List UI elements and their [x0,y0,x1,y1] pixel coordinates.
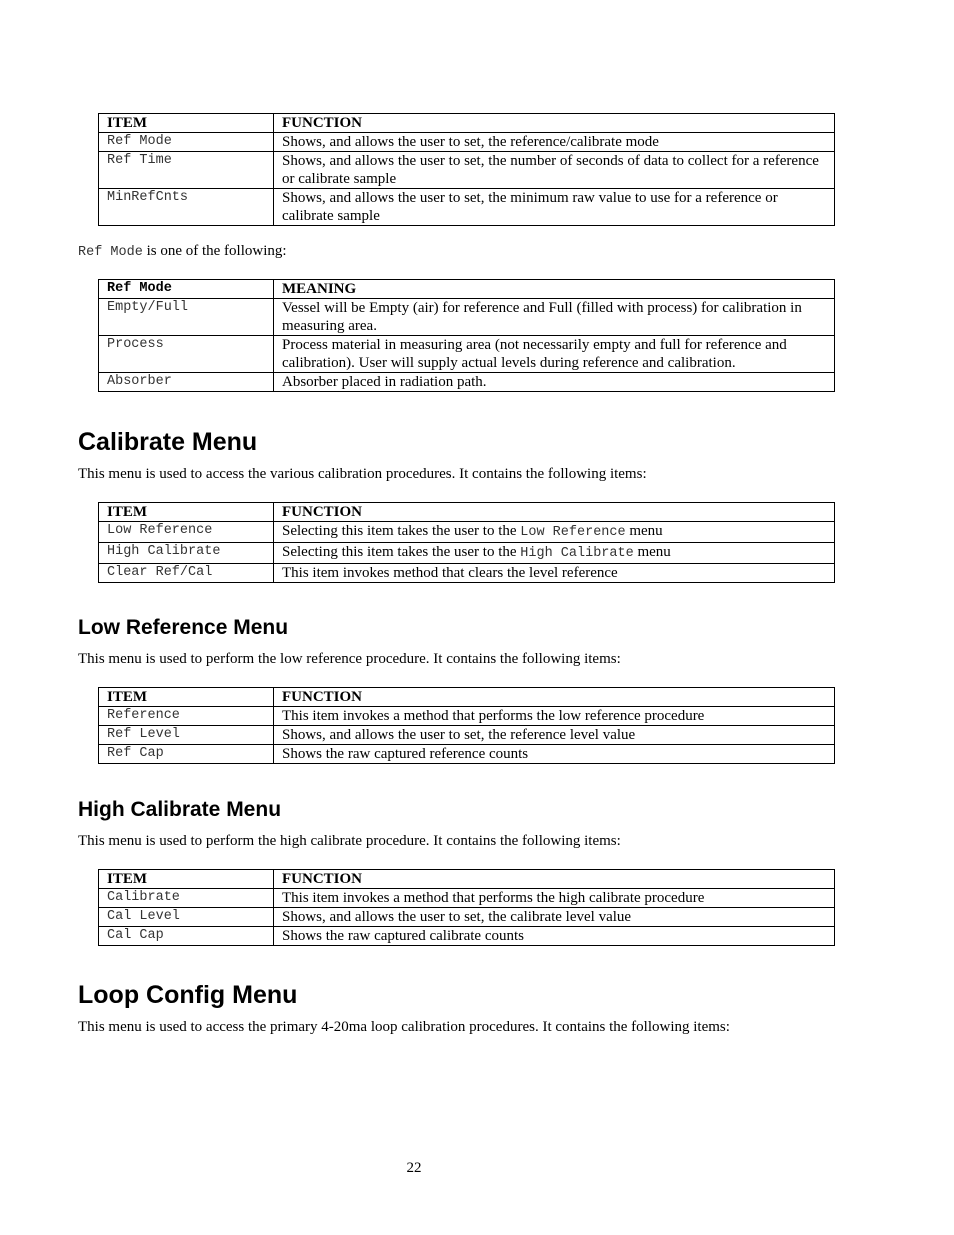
loop-config-menu-heading: Loop Config Menu [78,981,298,1009]
item-cell: Ref Level [99,726,274,745]
low-reference-menu-intro: This menu is used to perform the low reference procedure. It contains the following items: [78,651,621,667]
item-cell: Reference [99,707,274,726]
column-header-function: FUNCTION [274,688,835,707]
ref-settings-table [98,113,835,226]
table-row [99,133,835,152]
table-row [99,189,835,226]
table-row [99,908,835,927]
column-header-meaning: MEANING [274,280,835,299]
table-row [99,152,835,189]
ref-mode-table [98,279,835,392]
table-header-row [99,688,835,707]
function-text-suffix: menu [633,544,671,560]
table-row [99,336,835,373]
item-cell: Cal Cap [99,927,274,946]
function-text: Selecting this item takes the user to the [282,544,521,560]
item-cell: Process [99,336,274,373]
ref-mode-intro-text: is one of the following: [142,243,287,259]
function-cell [274,543,835,564]
table-header-row [99,870,835,889]
table-row [99,522,835,543]
ref-mode-intro [78,242,287,262]
table-header-row [99,280,835,299]
column-header-item: ITEM [99,114,274,133]
table-row [99,927,835,946]
item-cell: Absorber [99,373,274,392]
low-reference-menu-heading: Low Reference Menu [78,616,289,639]
column-header-item: ITEM [99,688,274,707]
meaning-cell: Process material in measuring area (not necessarily empty and full for reference and calibration). User will supply actual levels during reference and calibration. [274,336,835,373]
function-text-suffix: menu [625,523,663,539]
table-row [99,564,835,583]
function-cell: Shows, and allows the user to set, the number of seconds of data to collect for a reference or calibrate sample [274,152,835,189]
item-cell: Empty/Full [99,299,274,336]
calibrate-menu-table [98,502,835,583]
function-cell: Shows the raw captured calibrate counts [274,927,835,946]
column-header-function: FUNCTION [274,870,835,889]
table-row [99,543,835,564]
table-row [99,889,835,908]
table-header-row [99,503,835,522]
item-cell: Ref Time [99,152,274,189]
item-cell: Ref Mode [99,133,274,152]
function-cell: Shows the raw captured reference counts [274,745,835,764]
function-cell: Shows, and allows the user to set, the reference level value [274,726,835,745]
function-cell: This item invokes method that clears the level reference [274,564,835,583]
item-cell: Clear Ref/Cal [99,564,274,583]
item-cell: Ref Cap [99,745,274,764]
low-reference-menu-table [98,687,835,764]
item-cell: Calibrate [99,889,274,908]
table-row [99,299,835,336]
function-cell: This item invokes a method that performs the high calibrate procedure [274,889,835,908]
item-cell: MinRefCnts [99,189,274,226]
column-header-function: FUNCTION [274,503,835,522]
ref-mode-code: Ref Mode [78,245,143,260]
high-calibrate-menu-intro: This menu is used to perform the high calibrate procedure. It contains the following items: [78,833,621,849]
table-row [99,707,835,726]
table-header-row [99,114,835,133]
high-calibrate-menu-heading: High Calibrate Menu [78,798,282,821]
function-cell: Shows, and allows the user to set, the calibrate level value [274,908,835,927]
item-cell: High Calibrate [99,543,274,564]
column-header-ref-mode: Ref Mode [99,280,274,299]
item-cell: Low Reference [99,522,274,543]
meaning-cell: Absorber placed in radiation path. [274,373,835,392]
item-cell: Cal Level [99,908,274,927]
table-row [99,373,835,392]
column-header-item: ITEM [99,503,274,522]
loop-config-menu-intro: This menu is used to access the primary 4-20ma loop calibration procedures. It contains the following items: [78,1019,730,1035]
function-cell: Shows, and allows the user to set, the minimum raw value to use for a reference or calibrate sample [274,189,835,226]
function-cell [274,522,835,543]
meaning-cell: Vessel will be Empty (air) for reference and Full (filled with process) for calibration in measuring area. [274,299,835,336]
menu-reference-code: Low Reference [520,525,626,540]
function-cell: Shows, and allows the user to set, the reference/calibrate mode [274,133,835,152]
calibrate-menu-intro: This menu is used to access the various calibration procedures. It contains the following items: [78,466,647,482]
table-row [99,745,835,764]
function-text: Selecting this item takes the user to the [282,523,521,539]
column-header-function: FUNCTION [274,114,835,133]
page-number: 22 [406,1160,422,1176]
column-header-item: ITEM [99,870,274,889]
high-calibrate-menu-table [98,869,835,946]
table-row [99,726,835,745]
menu-reference-code: High Calibrate [520,546,634,561]
function-cell: This item invokes a method that performs the low reference procedure [274,707,835,726]
calibrate-menu-heading: Calibrate Menu [78,428,258,456]
